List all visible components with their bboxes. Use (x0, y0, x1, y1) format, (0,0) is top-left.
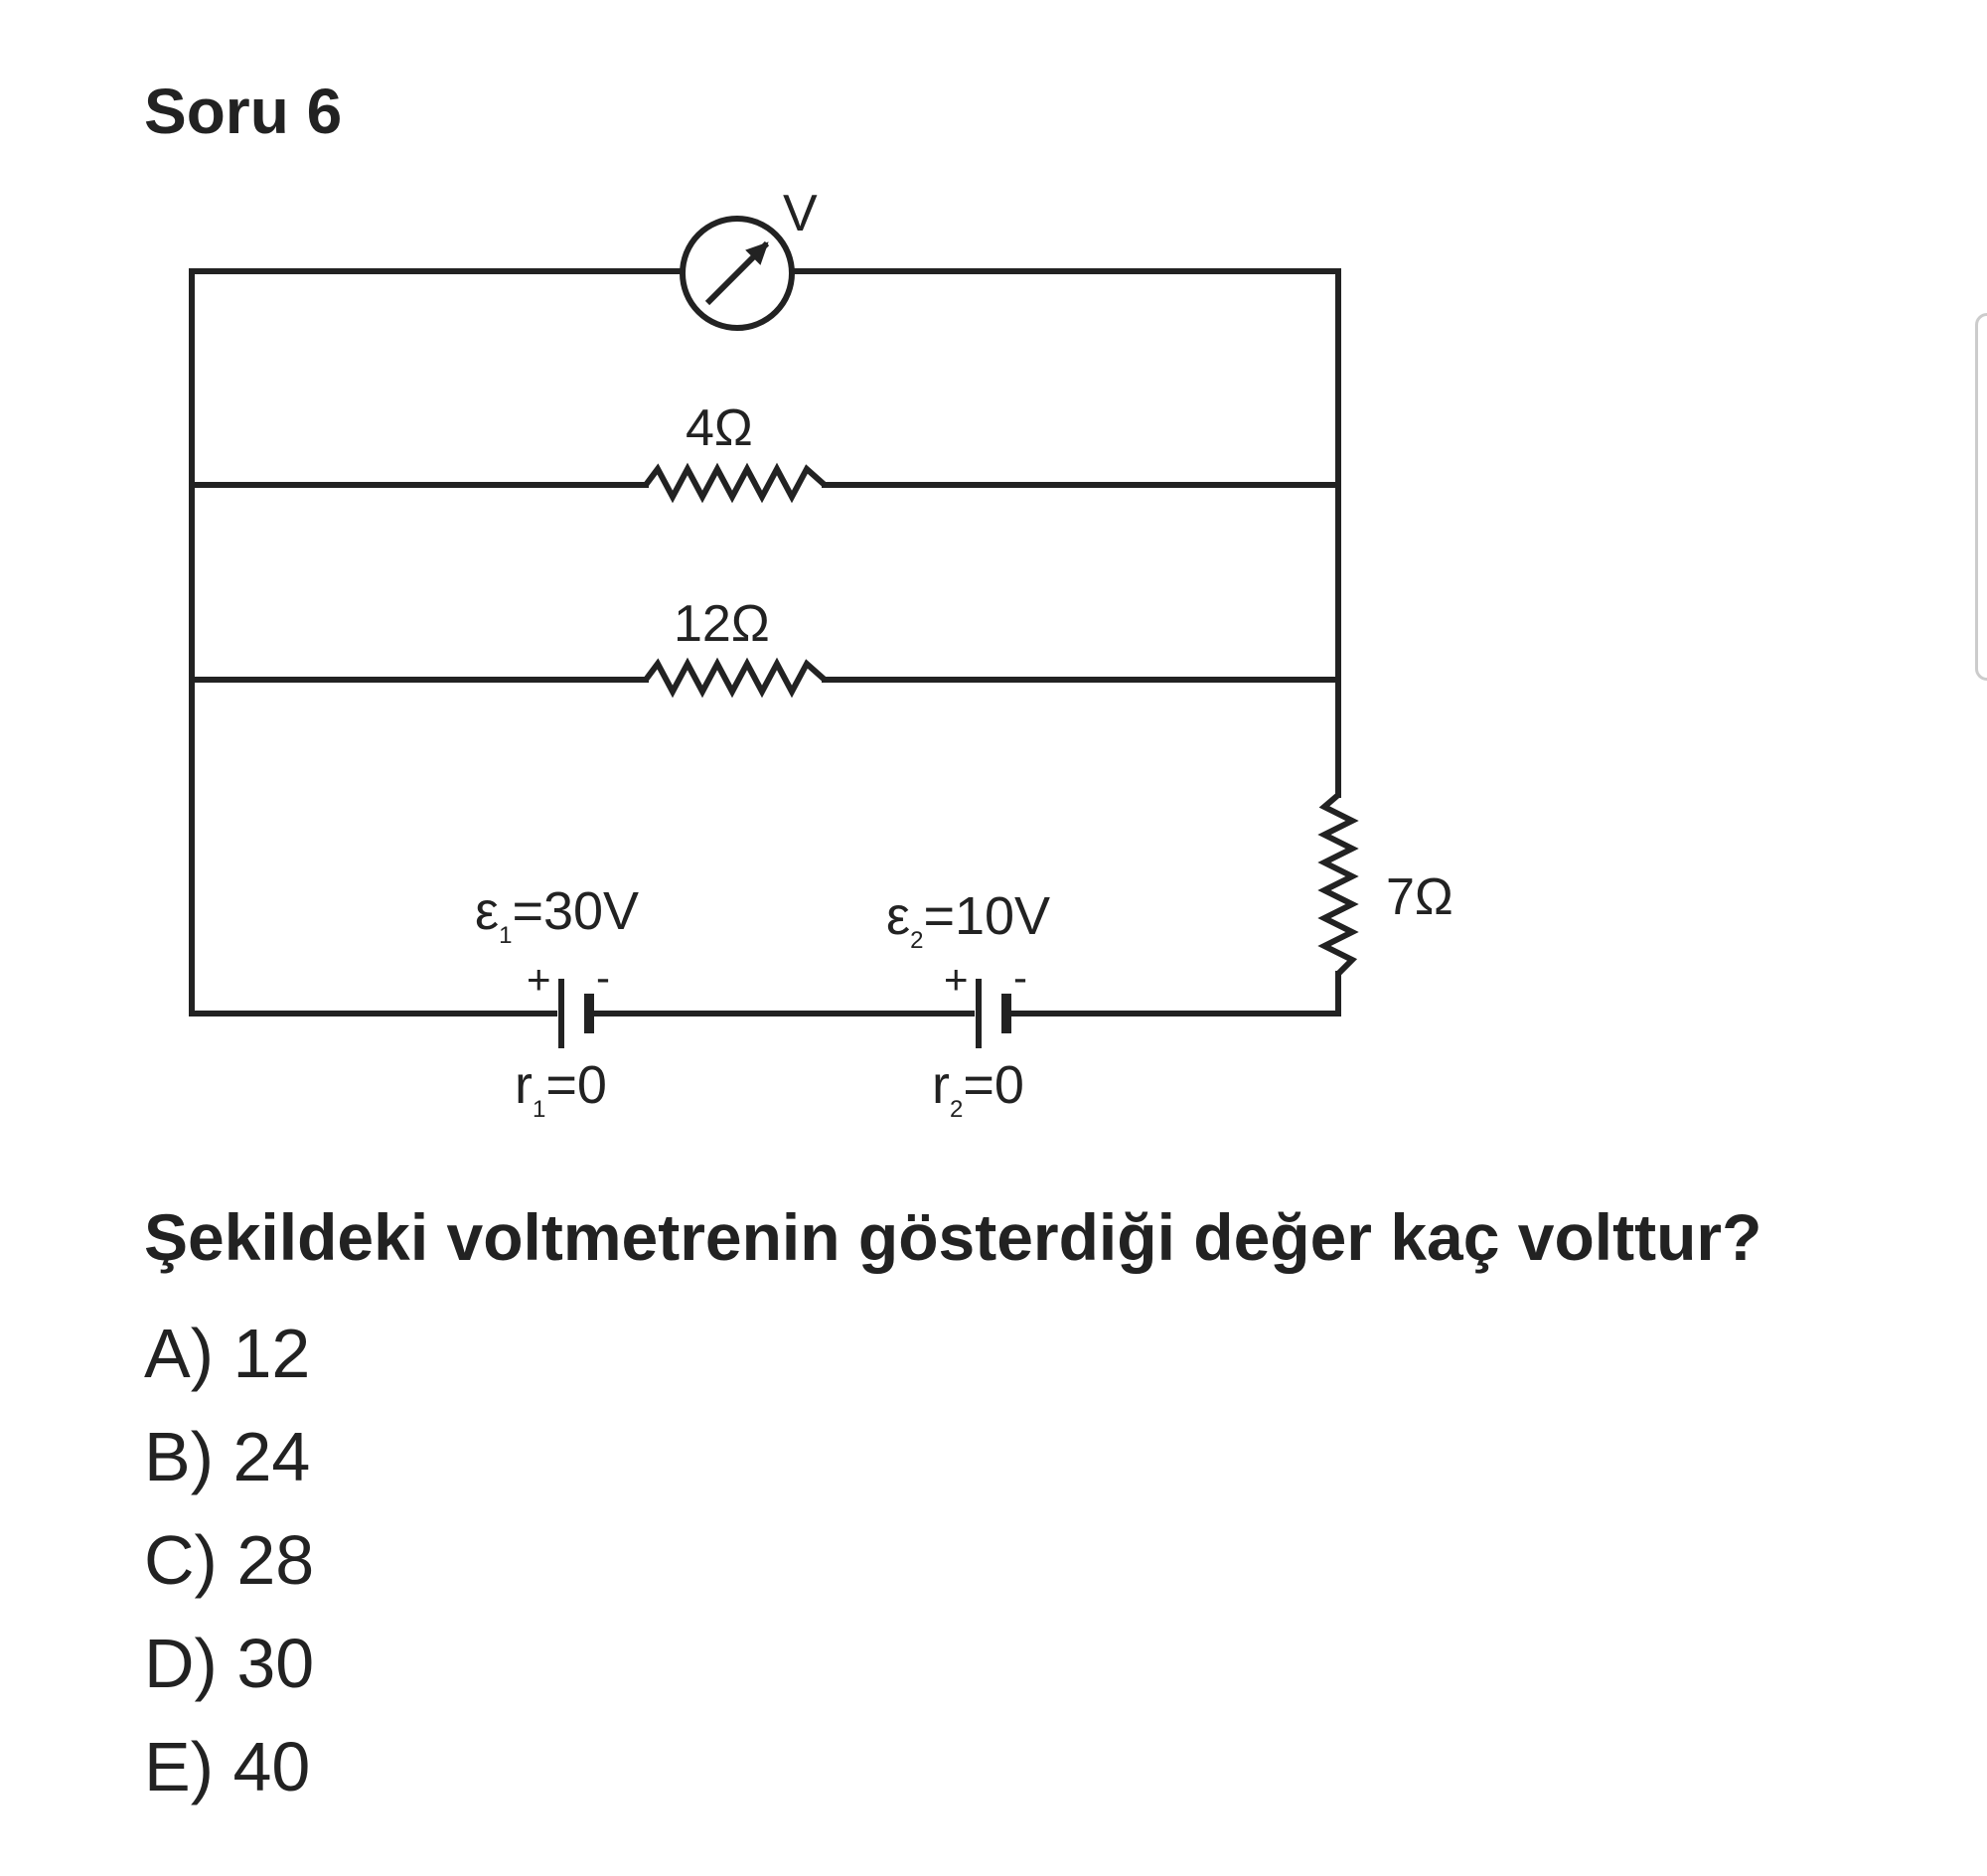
battery-2-emf-label: $\varepsilon_2=10V$ (886, 886, 1051, 954)
battery-1-plus: + (527, 956, 551, 1003)
option-value: 12 (232, 1315, 311, 1392)
option-a[interactable] (144, 1302, 314, 1405)
battery-2-plus: + (944, 956, 969, 1003)
option-value: 28 (236, 1521, 315, 1599)
resistor-7ohm-icon (1324, 795, 1352, 974)
option-d[interactable] (144, 1612, 314, 1715)
option-value: 24 (232, 1418, 311, 1495)
question-title: Soru 6 (144, 76, 343, 147)
voltmeter-label: V (783, 185, 818, 242)
option-value: 40 (232, 1728, 311, 1805)
option-letter: C) (144, 1521, 218, 1599)
question-text: Şekildeki voltmetrenin gösterdiği değer kaç volttur? (144, 1200, 1762, 1274)
battery-1-resistance-label: $r_1=0$ (515, 1055, 607, 1123)
option-e[interactable] (144, 1715, 314, 1818)
option-letter: D) (144, 1625, 218, 1702)
battery-1-minus: - (596, 954, 610, 1001)
resistor-12ohm-label: 12Ω (674, 595, 770, 653)
option-letter: E) (144, 1728, 214, 1805)
option-value: 30 (236, 1625, 315, 1702)
resistor-12ohm-icon (646, 664, 825, 692)
resistor-4ohm-icon (646, 469, 825, 497)
option-b[interactable] (144, 1405, 314, 1508)
option-letter: B) (144, 1418, 214, 1495)
resistor-7ohm-label: 7Ω (1386, 868, 1453, 926)
option-letter: A) (144, 1315, 214, 1392)
battery-2-minus: - (1013, 954, 1027, 1001)
resistor-4ohm-label: 4Ω (686, 399, 753, 457)
battery-2-icon (979, 979, 1006, 1048)
battery-1-icon (561, 979, 589, 1048)
voltmeter-icon (683, 219, 792, 328)
battery-1-emf-label: $\varepsilon_1=30V$ (475, 881, 640, 949)
answer-options (144, 1302, 314, 1818)
side-scroll-tab[interactable] (1975, 313, 1987, 681)
option-c[interactable] (144, 1508, 314, 1612)
battery-2-resistance-label: $r_2=0$ (932, 1055, 1024, 1123)
